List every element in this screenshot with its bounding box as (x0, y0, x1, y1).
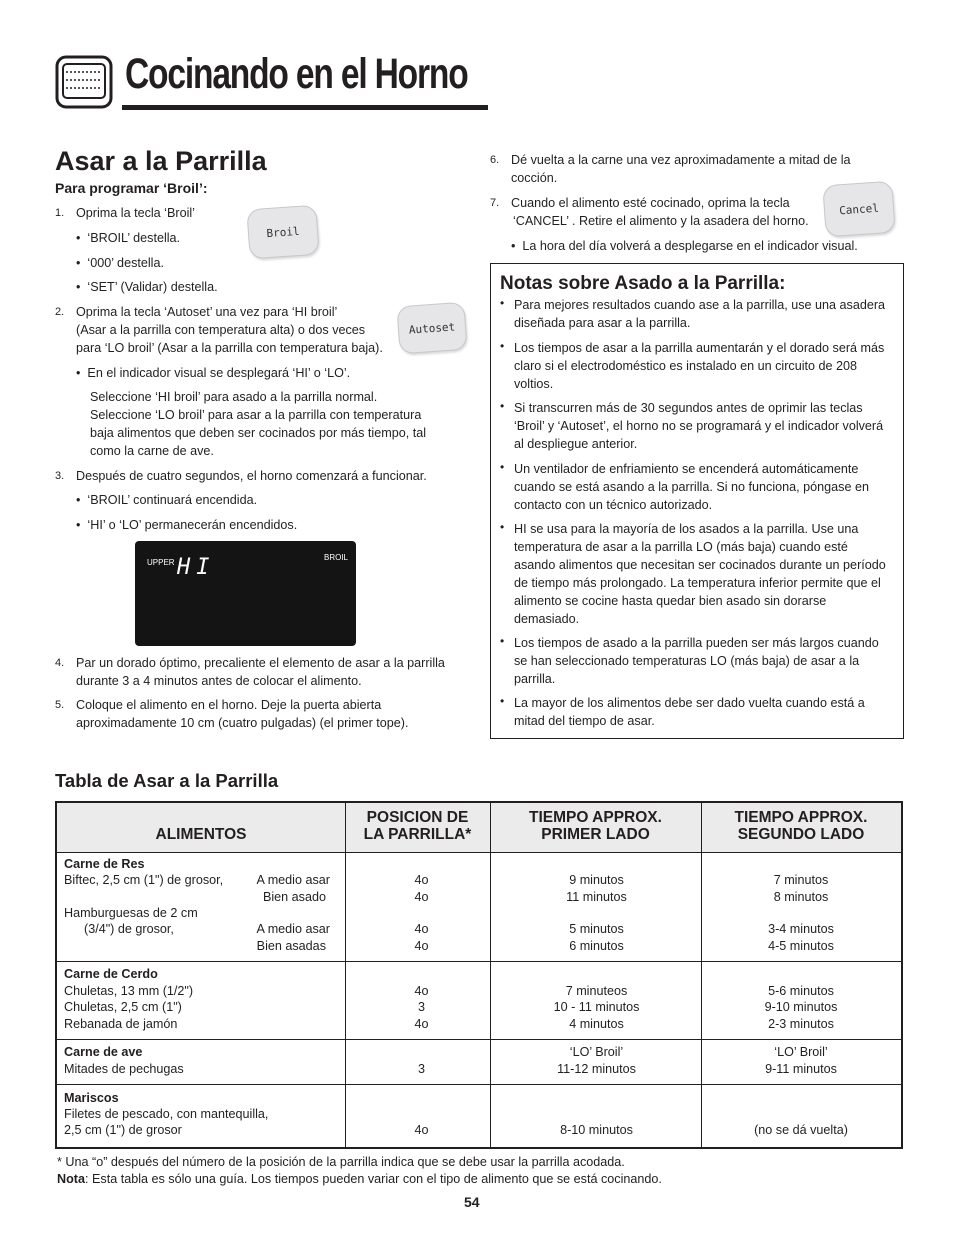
note-line: La mayor de los alimentos debe ser dado vuelta cuando está a (514, 696, 865, 710)
step-text: ‘CANCEL’ . Retire el alimento y la asadera del horno. (513, 214, 809, 228)
step-text: (Asar a la parrilla con temperatura alta) o dos veces (76, 323, 366, 337)
food-item: Biftec, 2,5 cm (1") de grosor, (64, 873, 224, 887)
header-first-side: TIEMPO APPROX. PRIMER LADO (529, 809, 662, 843)
row-divider (57, 1084, 901, 1085)
note-line: de tiempo más prolongado. La temperatura inferior permite que el (514, 576, 881, 590)
note-line: asando alimentos que necesitan ser cocinados durante un período (514, 558, 886, 572)
bullet-text: • La hora del día volverá a desplegarse en el indicador visual. (511, 239, 858, 253)
bullet-dot: • (500, 694, 505, 708)
first-side-cell: 8-10 minutos (560, 1123, 633, 1137)
step-text: cocción. (511, 171, 558, 185)
oven-display (135, 541, 356, 646)
position-cell: 4o (414, 939, 429, 953)
category-label: Mariscos (64, 1091, 119, 1105)
step-number: 3. (55, 470, 65, 482)
note-line: Nota: Esta tabla es sólo una guía. Los tiempos pueden variar con el tipo de alimento que se está cocinando. (57, 1172, 662, 1186)
bullet-dot: • (500, 520, 505, 534)
paragraph-line: como la carne de ave. (90, 444, 214, 458)
note-line: HI se usa para la mayoría de los asados a la parrilla. Use una (514, 522, 859, 536)
broil-subtitle: Para programar ‘Broil’: (55, 180, 208, 196)
notes-title: Notas sobre Asado a la Parrilla: (500, 273, 786, 294)
first-side-cell: 7 minuteos (565, 984, 628, 998)
first-side-cell: 4 minutos (569, 1017, 624, 1031)
note-line: Si transcurren más de 30 segundos antes de oprimir las teclas (514, 401, 863, 415)
second-side-label: ‘LO’ Broil’ (774, 1045, 828, 1059)
bullet-text: • ‘000’ destella. (76, 256, 164, 270)
second-side-cell: (no se dá vuelta) (754, 1123, 848, 1137)
step-number: 6. (490, 154, 500, 166)
header-second-side: TIEMPO APPROX. SEGUNDO LADO (734, 809, 868, 843)
position-cell: 4o (414, 1123, 429, 1137)
bullet-text: • ‘BROIL’ continuará encendida. (76, 493, 258, 507)
food-item: Rebanada de jamón (64, 1017, 178, 1031)
first-side-cell: 9 minutos (569, 873, 624, 887)
note-line: mitad del tiempo de asar. (514, 714, 655, 728)
food-item: Filetes de pescado, con mantequilla, (64, 1107, 269, 1121)
column-divider (345, 803, 346, 1147)
note-line: claro si el electrodoméstico es instalado en un circuito de 208 (514, 359, 858, 373)
first-side-cell: 11 minutos (566, 890, 627, 904)
step-text: Par un dorado óptimo, precaliente el elemento de asar a la parrilla (76, 656, 445, 670)
second-side-cell: 4-5 minutos (768, 939, 834, 953)
position-cell: 4o (414, 922, 429, 936)
note-line: parrilla. (514, 672, 556, 686)
step-text: Oprima la tecla ‘Broil’ (76, 206, 195, 220)
paragraph-line: baja alimentos que deben ser cocinados por más tiempo, tal (90, 426, 427, 440)
row-divider (57, 1039, 901, 1040)
food-item: Chuletas, 13 mm (1/2") (64, 984, 194, 998)
column-divider (701, 803, 702, 1147)
display-broil-label: BROIL (324, 553, 349, 562)
category-label: Carne de Cerdo (64, 967, 158, 981)
oven-icon (55, 55, 113, 109)
display-upper-label: UPPER (147, 558, 175, 567)
note-line: ‘Broil’ y ‘Autoset’, el horno no se programará y el indicador volverá (514, 419, 884, 433)
step-text: Coloque el alimento en el horno. Deje la puerta abierta (76, 698, 382, 712)
note-line: diseñada para asar a la parrilla. (514, 316, 691, 330)
bullet-text: • ‘SET’ (Validar) destella. (76, 280, 218, 294)
food-item: 2,5 cm (1") de grosor (64, 1123, 182, 1137)
first-side-cell: 6 minutos (569, 939, 624, 953)
position-cell: 4o (414, 873, 429, 887)
step-text: aproximadamente 10 cm (cuatro pulgadas) (el primer tope). (76, 716, 409, 730)
first-side-cell: 10 - 11 minutos (553, 1000, 640, 1014)
header-food: ALIMENTOS (155, 826, 247, 843)
page-number: 54 (464, 1194, 480, 1210)
first-side-cell: 5 minutos (569, 922, 624, 936)
step-text: Oprima la tecla ‘Autoset’ una vez para ‘HI broil’ (76, 305, 338, 319)
note-line: temperatura de asar a la parrilla LO (más baja) cuando esté (514, 540, 848, 554)
bullet-dot: • (500, 339, 505, 353)
row-divider (57, 852, 901, 853)
note-line: Un ventilador de enfriamiento se encenderá automáticamente (514, 462, 859, 476)
step-text: para ‘LO broil’ (Asar a la parrilla con temperatura baja). (76, 341, 383, 355)
step-number: 2. (55, 306, 65, 318)
step-text: durante 3 a 4 minutos antes de colocar el alimento. (76, 674, 362, 688)
title-rule (122, 105, 488, 110)
position-cell: 3 (417, 1062, 425, 1076)
page-title: Cocinando en el Horno (125, 50, 468, 98)
doneness: Bien asadas (256, 939, 326, 953)
food-item: (3/4") de grosor, (84, 922, 174, 936)
note-line: Los tiempos de asado a la parrilla pueden ser más largos cuando (514, 636, 879, 650)
bullet-dot: • (500, 296, 505, 310)
position-cell: 4o (414, 890, 429, 904)
food-item: Mitades de pechugas (64, 1062, 184, 1076)
bullet-dot: • (500, 460, 505, 474)
second-side-cell: 7 minutos (773, 873, 829, 887)
step-number: 5. (55, 699, 65, 711)
second-side-cell: 9-11 minutos (765, 1062, 837, 1076)
note-line: Para mejores resultados cuando ase a la parrilla, use una asadera (514, 298, 886, 312)
doneness: Bien asado (262, 890, 326, 904)
display-hi-readout: HI (177, 555, 216, 580)
doneness: A medio asar (256, 873, 330, 887)
note-line: demasiado. (514, 612, 580, 626)
step-text: Dé vuelta a la carne una vez aproximadamente a mitad de la (511, 153, 851, 167)
position-cell: 3 (417, 1000, 425, 1014)
cancel-key: Cancel (822, 181, 895, 238)
note-line: voltios. (514, 377, 554, 391)
note-line: Los tiempos de asar a la parrilla aumentarán y el dorado será más (514, 341, 885, 355)
step-number: 7. (490, 197, 500, 209)
autoset-key: Autoset (396, 302, 467, 355)
bullet-text: • ‘BROIL’ destella. (76, 231, 181, 245)
header-position: POSICION DE LA PARRILLA* (363, 809, 472, 843)
step-number: 1. (55, 207, 65, 219)
category-label: Carne de Res (64, 857, 145, 871)
food-item: Chuletas, 2,5 cm (1") (64, 1000, 182, 1014)
step-text: Después de cuatro segundos, el horno comenzará a funcionar. (76, 469, 427, 483)
note-line: alimento se cocine hasta quedar bien asado sin dorarse (514, 594, 827, 608)
broil-key: Broil (246, 205, 319, 260)
bullet-dot: • (500, 634, 505, 648)
note-line: al despliegue anterior. (514, 437, 638, 451)
paragraph-line: Seleccione ‘HI broil’ para asado a la parrilla normal. (90, 390, 378, 404)
note-line: se han seleccionado temperaturas LO (más baja) de asar a la (514, 654, 860, 668)
food-item: Hamburguesas de 2 cm (64, 906, 198, 920)
position-cell: 4o (414, 1017, 429, 1031)
second-side-cell: 9-10 minutos (764, 1000, 838, 1014)
step-number: 4. (55, 657, 65, 669)
table-title: Tabla de Asar a la Parrilla (55, 770, 279, 791)
broil-table (55, 801, 903, 1149)
column-divider (490, 803, 491, 1147)
second-side-cell: 3-4 minutos (768, 922, 834, 936)
first-side-label: ‘LO’ Broil’ (569, 1045, 624, 1059)
footnote: * Una “o” después del número de la posición de la parrilla indica que se debe usar la parrilla acodada. (57, 1155, 625, 1169)
bullet-text: • ‘HI’ o ‘LO’ permanecerán encendidos. (76, 518, 298, 532)
paragraph-line: Seleccione ‘LO broil’ para asar a la parrilla con temperatura (90, 408, 422, 422)
bullet-text: • En el indicador visual se desplegará ‘HI’ o ‘LO’. (76, 366, 351, 380)
second-side-cell: 5-6 minutos (768, 984, 834, 998)
section-title: Asar a la Parrilla (55, 146, 267, 176)
row-divider (57, 961, 901, 962)
step-text: Cuando el alimento esté cocinado, oprima la tecla (511, 196, 790, 210)
category-label: Carne de ave (64, 1045, 143, 1059)
doneness: A medio asar (256, 922, 330, 936)
bullet-dot: • (500, 399, 505, 413)
second-side-cell: 8 minutos (773, 890, 829, 904)
first-side-cell: 11-12 minutos (557, 1062, 636, 1076)
note-line: contacto con un técnico autorizado. (514, 498, 713, 512)
note-line: cuando se está asando a la parrilla. Si no funciona, póngase en (514, 480, 869, 494)
second-side-cell: 2-3 minutos (768, 1017, 834, 1031)
position-cell: 4o (414, 984, 429, 998)
